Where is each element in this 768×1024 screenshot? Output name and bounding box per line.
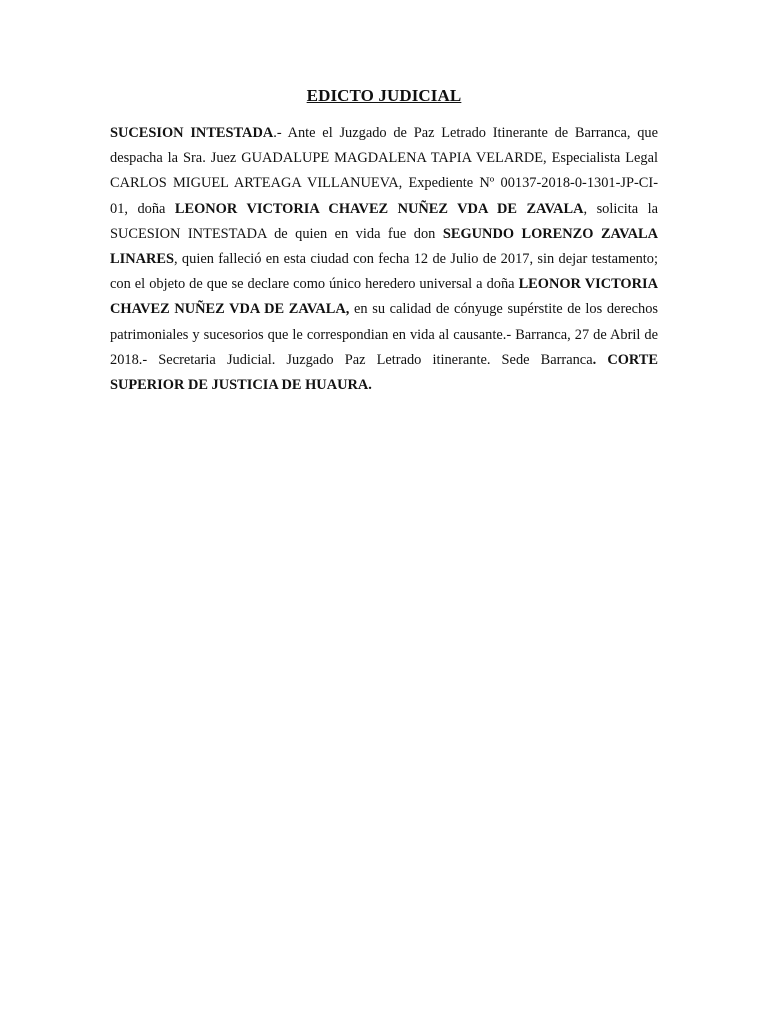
text-segment: , quien falleció en esta ciudad con fecha 12 de Julio de 2017, sin dejar testamento; con el objeto de que se declare como único heredero universal a doña bbox=[110, 251, 658, 293]
text-segment: . CORTE SUPERIOR DE JUSTICIA DE HUAURA. bbox=[110, 351, 658, 394]
text-segment: en su calidad de cónyuge supérstite de los derechos patrimoniales y sucesorios que le correspondian en vida al causante.- Barranca, 27 de Abril de 2018.- Secretaria Judicial. Juzgado Paz Letrado itinerante. Sede Barranca bbox=[110, 301, 659, 368]
text-segment: LEONOR VICTORIA CHAVEZ NUÑEZ VDA DE ZAVALA, bbox=[110, 276, 659, 318]
text-segment: SUCESION INTESTADA bbox=[110, 125, 274, 141]
text-segment: , solicita la SUCESION INTESTADA de quien en vida fue don bbox=[110, 200, 658, 242]
edict-paragraph bbox=[110, 121, 658, 398]
text-segment: LEONOR VICTORIA CHAVEZ NUÑEZ VDA DE ZAVALA bbox=[174, 200, 584, 217]
document-title: EDICTO JUDICIAL bbox=[306, 86, 462, 105]
text-segment: SEGUNDO LORENZO ZAVALA LINARES bbox=[110, 225, 659, 268]
text-segment: .- Ante el Juzgado de Paz Letrado Itinerante de Barranca, que despacha la Sra. Juez GUADALUPE MAGDALENA TAPIA VELARDE, Especialista Legal CARLOS MIGUEL ARTEAGA VILLANUEVA, Expediente Nº 00137-2018-0-1301-JP-CI-01, doña bbox=[110, 125, 658, 217]
